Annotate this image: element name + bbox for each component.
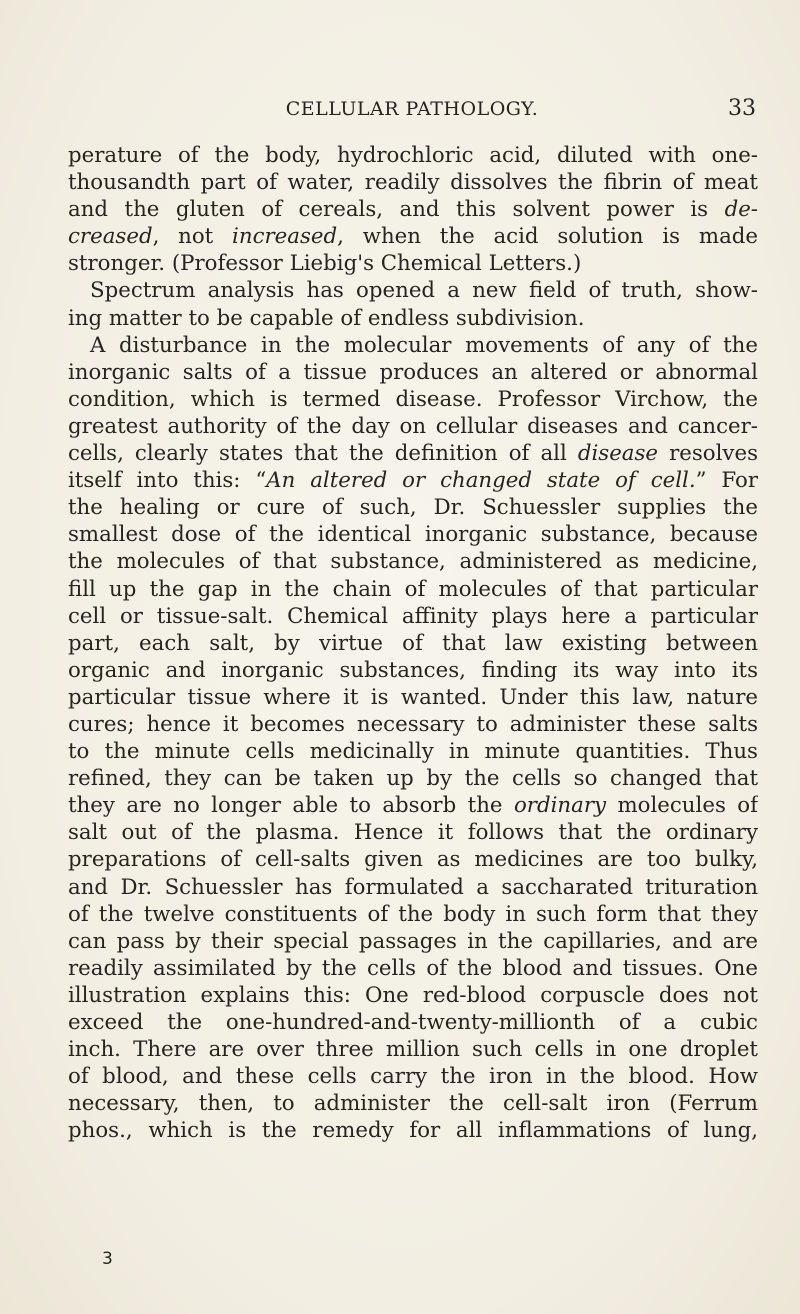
text-segment: A disturbance in the molecular movements of any of the bbox=[90, 332, 758, 358]
body-text bbox=[68, 142, 758, 1144]
text-line bbox=[68, 1009, 758, 1036]
text-line bbox=[68, 846, 758, 873]
text-segment: inorganic salts of a tissue produces an altered or abnormal bbox=[68, 359, 758, 385]
text-segment: smallest dose of the identical inorganic substance, because bbox=[68, 522, 758, 548]
text-line bbox=[68, 1117, 758, 1144]
text-line bbox=[68, 901, 758, 928]
text-segment: condition, which is termed disease. Professor Virchow, the bbox=[68, 386, 758, 412]
text-line bbox=[68, 305, 758, 332]
text-line bbox=[68, 684, 758, 711]
text-segment: of blood, and these cells carry the iron in the blood. How bbox=[68, 1064, 758, 1090]
text-segment: and the gluten of cereals, and this solvent power is bbox=[68, 197, 725, 223]
text-segment: part, each salt, by virtue of that law existing between bbox=[68, 630, 758, 656]
text-line bbox=[68, 494, 758, 521]
text-segment: particular tissue where it is wanted. Under this law, nature bbox=[68, 684, 758, 710]
text-line bbox=[68, 1090, 758, 1117]
text-segment: cell or tissue-salt. Chemical affinity plays here a particular bbox=[68, 603, 758, 629]
text-line bbox=[68, 1036, 758, 1063]
text-line bbox=[68, 874, 758, 901]
text-line bbox=[68, 413, 758, 440]
text-segment: , not bbox=[152, 224, 233, 250]
text-segment: readily assimilated by the cells of the blood and tissues. One bbox=[68, 955, 758, 981]
text-segment: refined, they can be taken up by the cells so changed that bbox=[68, 766, 758, 792]
text-segment: the healing or cure of such, Dr. Schuessler supplies the bbox=[68, 495, 758, 521]
text-segment: cells, clearly states that the definition of all bbox=[68, 441, 578, 467]
text-line bbox=[68, 359, 758, 386]
text-segment: itself into this: “ bbox=[68, 468, 267, 494]
text-line bbox=[68, 250, 758, 277]
text-line bbox=[68, 982, 758, 1009]
text-line bbox=[68, 576, 758, 603]
text-line bbox=[68, 142, 758, 169]
text-line bbox=[68, 440, 758, 467]
text-segment: salt out of the plasma. Hence it follows that the ordinary bbox=[68, 820, 758, 846]
italic-text: ordinary bbox=[513, 793, 607, 819]
signature-mark: 3 bbox=[102, 1249, 113, 1269]
text-segment: Spectrum analysis has opened a new field of truth, show- bbox=[90, 278, 758, 304]
text-line bbox=[68, 928, 758, 955]
text-segment: necessary, then, to administer the cell-salt iron (Ferrum bbox=[68, 1091, 758, 1117]
running-head bbox=[68, 96, 756, 126]
text-line bbox=[68, 1063, 758, 1090]
text-segment: fill up the gap in the chain of molecules of that particular bbox=[68, 576, 758, 602]
text-line bbox=[68, 169, 758, 196]
text-segment: greatest authority of the day on cellular diseases and cancer- bbox=[68, 413, 758, 439]
text-line bbox=[68, 548, 758, 575]
text-segment: ” For bbox=[695, 468, 758, 494]
text-segment: and Dr. Schuessler has formulated a saccharated trituration bbox=[68, 874, 758, 900]
text-line bbox=[68, 223, 758, 250]
text-line bbox=[68, 711, 758, 738]
text-line bbox=[68, 657, 758, 684]
text-line bbox=[68, 196, 758, 223]
text-line bbox=[68, 765, 758, 792]
text-line bbox=[68, 819, 758, 846]
text-line bbox=[68, 277, 758, 304]
italic-text: de- bbox=[724, 197, 758, 223]
text-segment: to the minute cells medicinally in minute quantities. Thus bbox=[68, 739, 758, 765]
running-title: CELLULAR PATHOLOGY. bbox=[285, 98, 539, 120]
text-segment: ing matter to be capable of endless subdivision. bbox=[68, 305, 585, 331]
text-line bbox=[68, 332, 758, 359]
text-segment: stronger. (Professor Liebig's Chemical Letters.) bbox=[68, 251, 582, 277]
italic-text: increased bbox=[232, 224, 338, 250]
text-segment: cures; hence it becomes necessary to administer these salts bbox=[68, 711, 758, 737]
text-segment: molecules of bbox=[606, 793, 758, 819]
text-line bbox=[68, 955, 758, 982]
text-segment: of the twelve constituents of the body in such form that they bbox=[68, 901, 758, 927]
text-segment: , when the acid solution is made bbox=[337, 224, 758, 250]
text-line bbox=[68, 738, 758, 765]
text-line bbox=[68, 467, 758, 494]
text-line bbox=[68, 630, 758, 657]
text-segment: resolves bbox=[658, 441, 758, 467]
text-segment: they are no longer able to absorb the bbox=[68, 793, 514, 819]
text-segment: the molecules of that substance, administered as medicine, bbox=[68, 549, 758, 575]
text-segment: phos., which is the remedy for all inflammations of lung, bbox=[68, 1118, 758, 1144]
text-segment: can pass by their special passages in the capillaries, and are bbox=[68, 928, 758, 954]
italic-text: An altered or changed state of cell. bbox=[266, 468, 696, 494]
text-segment: thousandth part of water, readily dissolves the fibrin of meat bbox=[68, 170, 758, 196]
text-segment: illustration explains this: One red-blood corpuscle does not bbox=[68, 982, 758, 1008]
text-segment: perature of the body, hydrochloric acid, diluted with one- bbox=[68, 143, 758, 168]
text-line bbox=[68, 603, 758, 630]
text-line bbox=[68, 792, 758, 819]
text-segment: inch. There are over three million such cells in one droplet bbox=[68, 1037, 758, 1063]
text-segment: preparations of cell-salts given as medicines are too bulky, bbox=[68, 847, 758, 873]
italic-text: creased bbox=[68, 224, 153, 250]
text-line bbox=[68, 521, 758, 548]
text-segment: exceed the one-hundred-and-twenty-millionth of a cubic bbox=[68, 1010, 758, 1035]
text-segment: organic and inorganic substances, finding its way into its bbox=[68, 657, 758, 683]
italic-text: disease bbox=[577, 441, 659, 467]
text-line bbox=[68, 386, 758, 413]
page-number: 33 bbox=[728, 96, 756, 121]
